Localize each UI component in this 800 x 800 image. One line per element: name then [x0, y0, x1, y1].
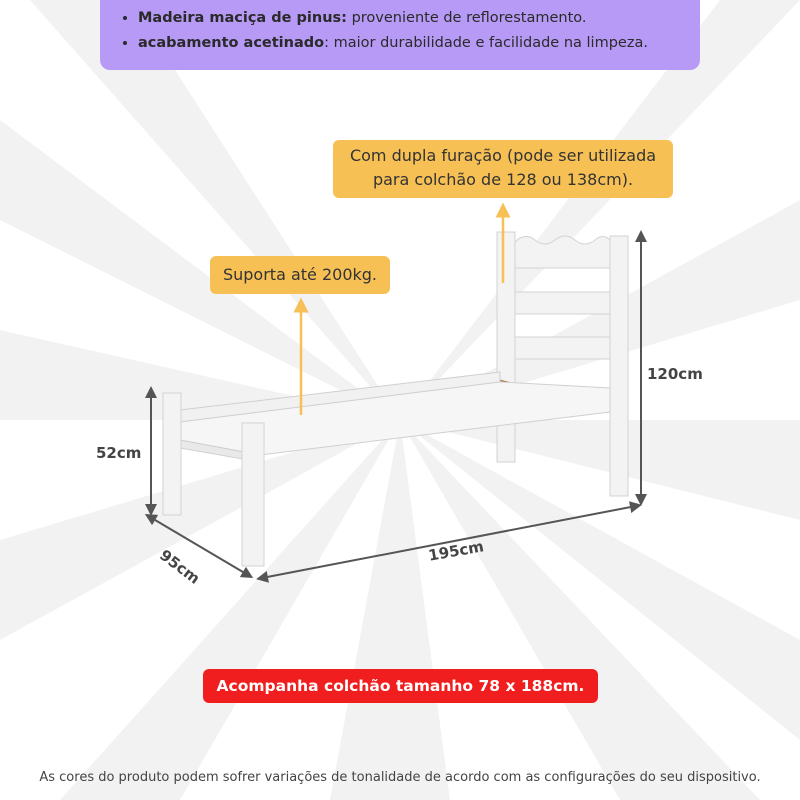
weight-capacity-callout: Suporta até 200kg.	[210, 256, 390, 294]
width-label: 95cm	[156, 546, 204, 588]
callout-line: para colchão de 128 ou 138cm).	[372, 170, 634, 189]
color-disclaimer: As cores do produto podem sofrer variações de tonalidade de acordo com as configurações do seu dispositivo.	[39, 770, 761, 785]
total-height-label: 120cm	[647, 365, 703, 383]
callout-line: Com dupla furação (pode ser utilizada	[349, 146, 657, 165]
mattress-note-badge: Acompanha colchão tamanho 78 x 188cm.	[203, 669, 598, 703]
length-label: 195cm	[427, 537, 486, 565]
feature-item: • acabamento acetinado: maior durabilidade e facilidade na limpeza.	[138, 31, 700, 56]
feature-item: • Madeira maciça de pinus: proveniente de reflorestamento.	[138, 6, 700, 31]
seat-height-label: 52cm	[96, 444, 142, 462]
